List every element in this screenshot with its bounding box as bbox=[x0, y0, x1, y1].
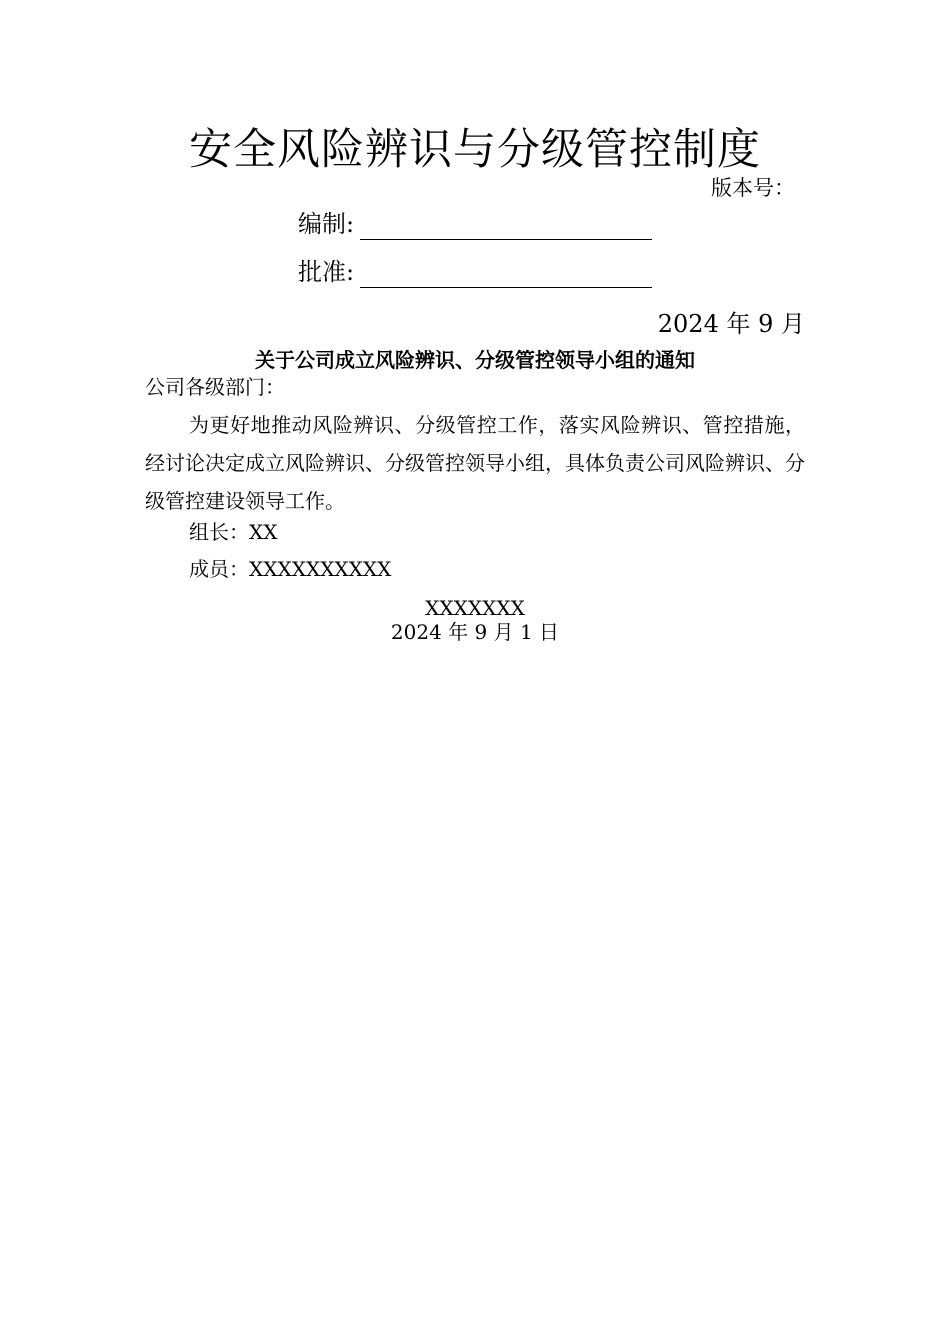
approver-row bbox=[298, 256, 652, 288]
approver-signature-line bbox=[360, 261, 652, 288]
notice-title: 关于公司成立风险辨识、分级管控领导小组的通知 bbox=[255, 348, 695, 372]
team-members: 成员：XXXXXXXXXX bbox=[189, 557, 392, 581]
document-date: 2024 年 9 月 bbox=[657, 310, 805, 338]
version-label: 版本号： bbox=[711, 176, 795, 200]
document-title: 安全风险辨识与分级管控制度 bbox=[189, 125, 761, 175]
notice-body: 为更好地推动风险辨识、分级管控工作，落实风险辨识、管控措施，经讨论决定成立风险辨识、分级管控领导小组，具体负责公司风险辨识、分级管控建设领导工作。 bbox=[145, 413, 805, 513]
approver-label: 批准: bbox=[298, 258, 355, 286]
notice-salutation: 公司各级部门： bbox=[145, 375, 285, 399]
compiler-label: 编制: bbox=[298, 210, 355, 238]
issuer-name: XXXXXXX bbox=[425, 596, 525, 620]
compiler-signature-line bbox=[360, 213, 652, 240]
compiler-row bbox=[298, 208, 652, 240]
issue-date: 2024 年 9 月 1 日 bbox=[390, 620, 560, 644]
team-leader: 组长：XX bbox=[189, 520, 278, 544]
